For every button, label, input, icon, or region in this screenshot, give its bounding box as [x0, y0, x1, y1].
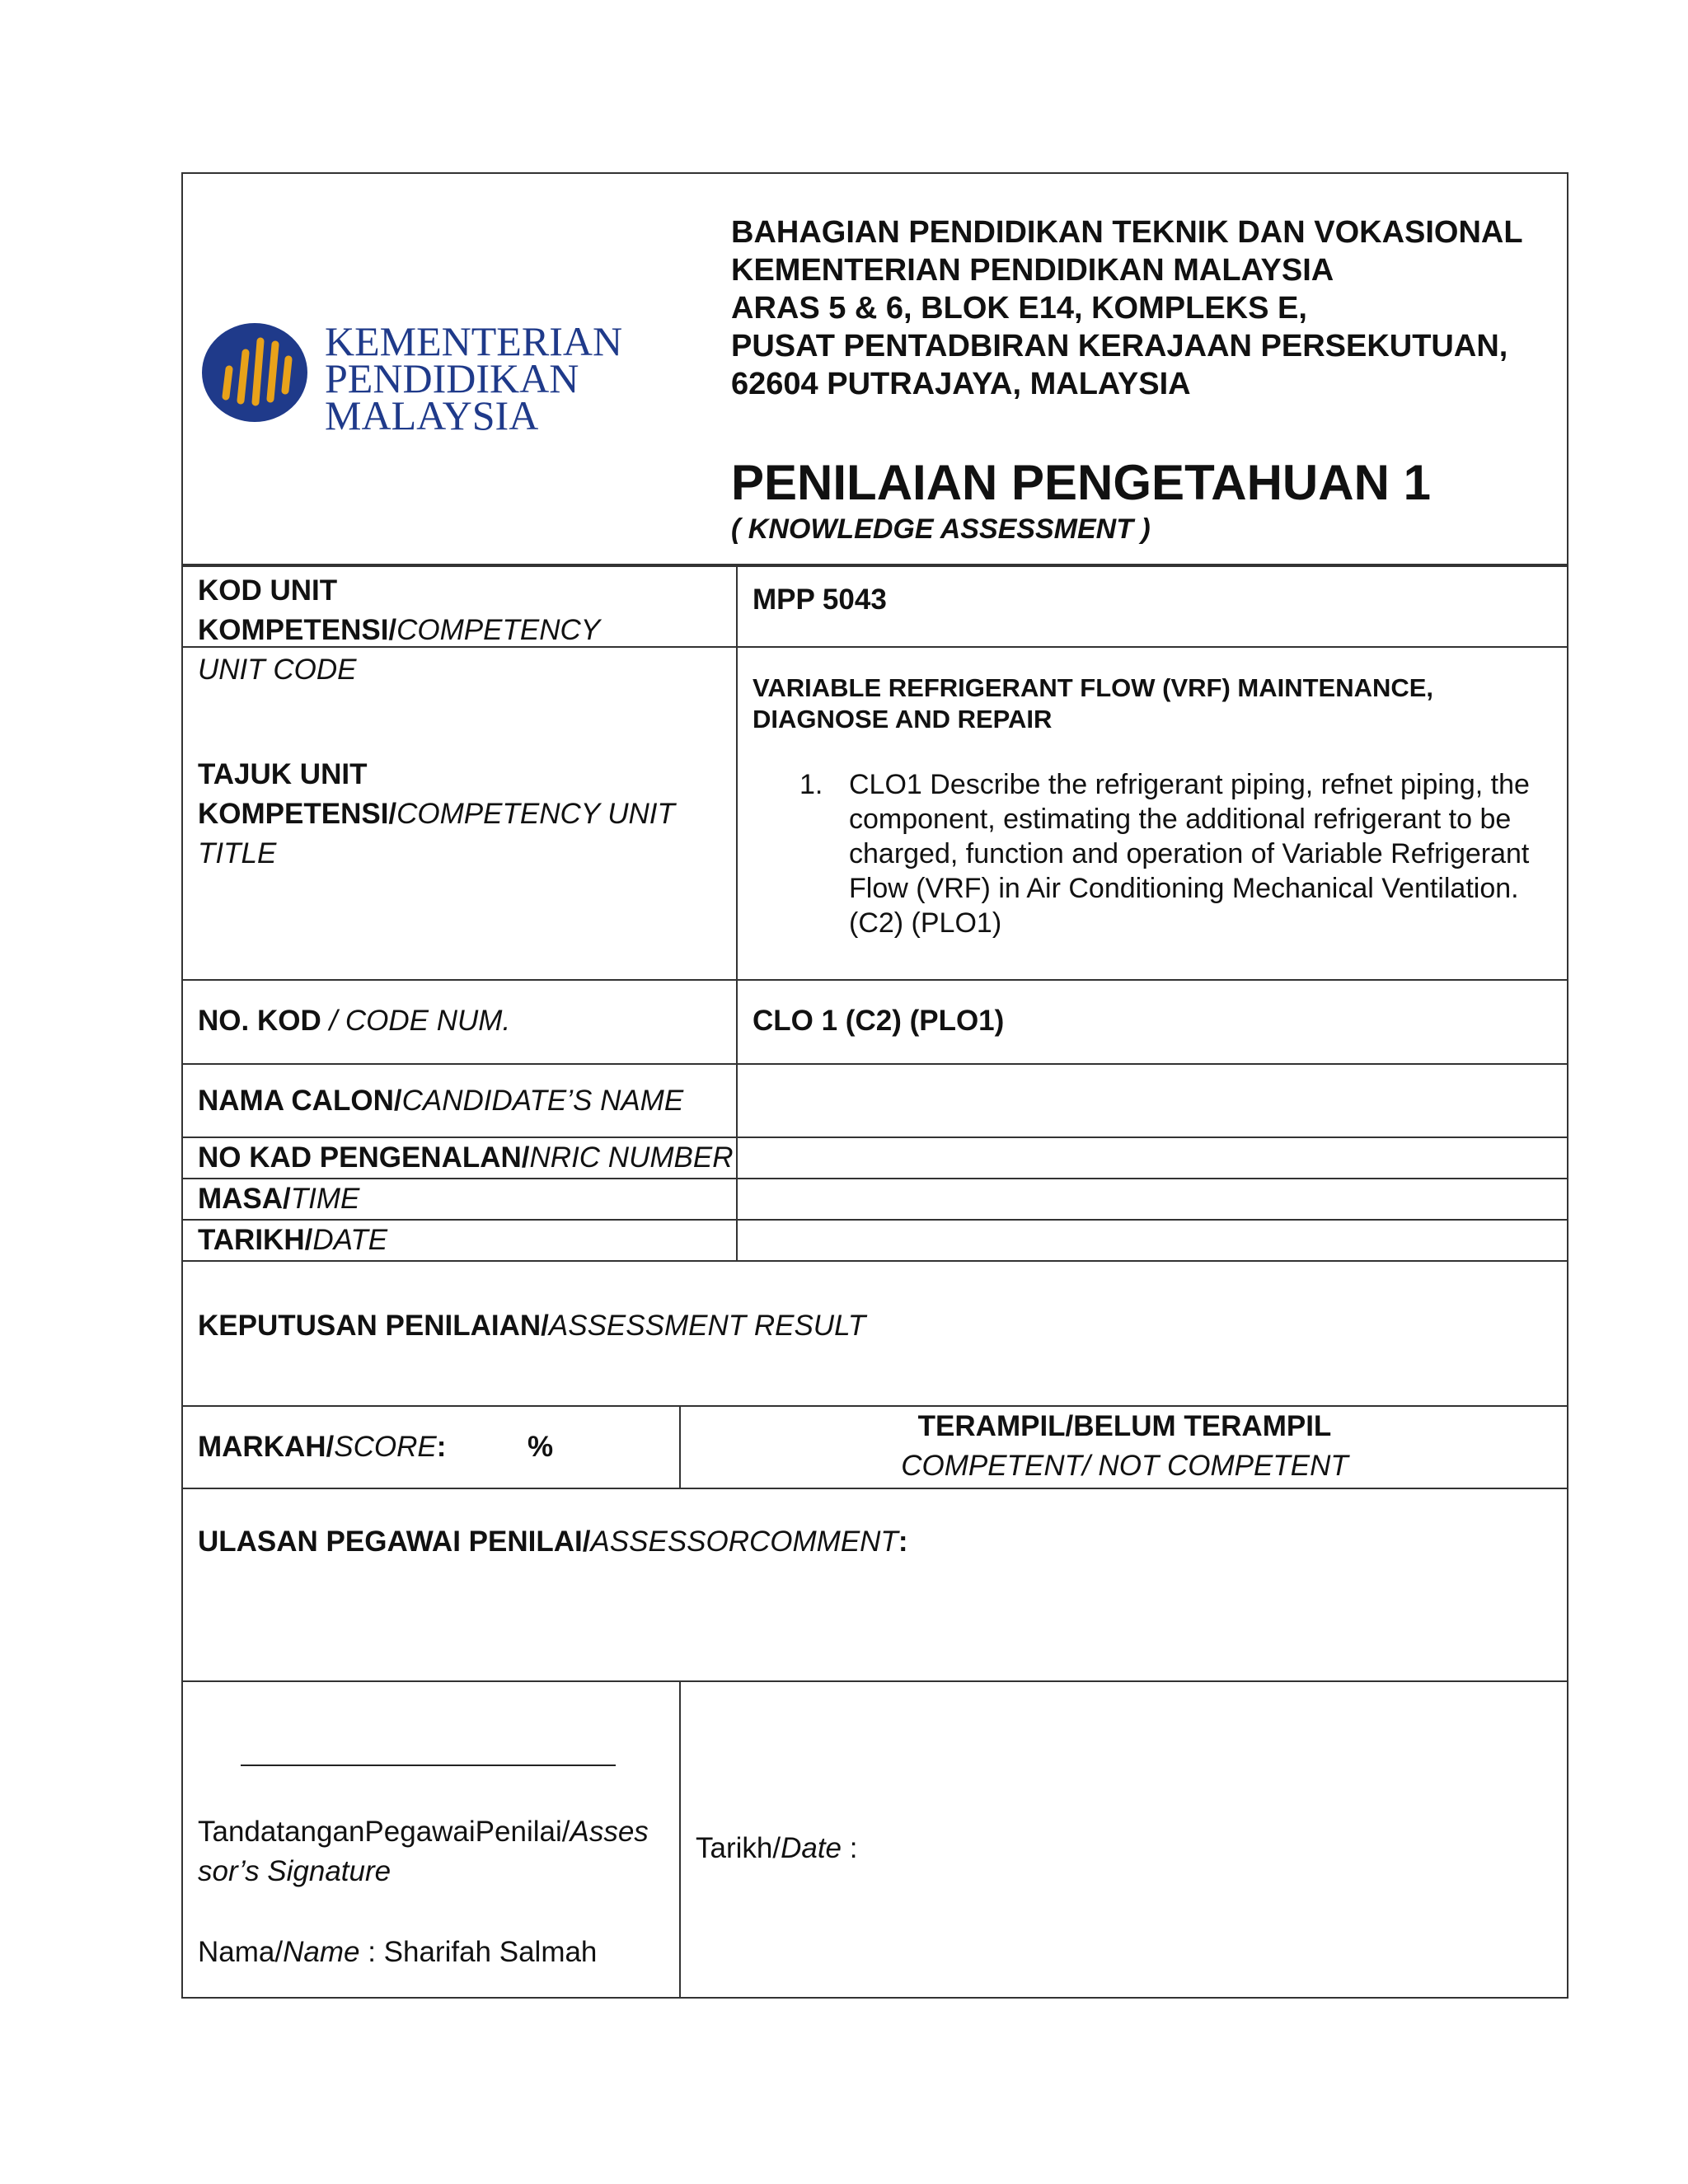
logo-text-line1: KEMENTERIAN	[325, 318, 623, 364]
ministry-address	[731, 213, 1523, 403]
assessment-result-row	[183, 1262, 1567, 1407]
address-line: BAHAGIAN PENDIDIKAN TEKNIK DAN VOKASIONAL	[731, 215, 1523, 250]
nric-label: NO KAD PENGENALAN/	[198, 1141, 530, 1174]
assessor-name-label: Nama/	[198, 1936, 284, 1968]
unit-title-value: VARIABLE REFRIGERANT FLOW (VRF) MAINTENANCE,	[753, 673, 1434, 702]
signature-label-en: Asses	[570, 1816, 649, 1848]
assessment-title: PENILAIAN PENGETAHUAN 1	[731, 455, 1431, 510]
score-row	[183, 1407, 1567, 1489]
assessment-form	[181, 172, 1568, 1999]
unit-code-label-en: COMPETENCY	[396, 614, 601, 646]
score-label: MARKAH/	[198, 1431, 335, 1463]
unit-code-row	[183, 565, 1567, 686]
unit-title-label: TAJUK UNIT	[198, 758, 368, 790]
time-row	[183, 1179, 1567, 1221]
assessor-comment-colon: :	[898, 1526, 908, 1558]
assessor-comment-label: ULASAN PEGAWAI PENILAI/	[198, 1526, 591, 1558]
assessment-result-label: KEPUTUSAN PENILAIAN/	[198, 1310, 549, 1342]
unit-code-value: MPP 5043	[753, 583, 887, 616]
score-label-en: SCORE	[334, 1431, 437, 1463]
date-label: TARIKH/	[198, 1224, 313, 1256]
assessment-result-label-en: ASSESSMENT RESULT	[548, 1310, 866, 1342]
date-row	[183, 1221, 1567, 1262]
score-colon: :	[436, 1431, 447, 1463]
date-label-en: DATE	[312, 1224, 388, 1256]
logo-text-line2: PENDIDIKAN	[325, 355, 579, 401]
competency-status-label: TERAMPIL/BELUM TERAMPIL	[917, 1410, 1332, 1442]
logo-text-line3: MALAYSIA	[325, 392, 539, 434]
signature-label: TandatanganPegawaiPenilai/	[198, 1816, 570, 1848]
unit-code-label-en-2: UNIT CODE	[198, 654, 357, 686]
signature-label-en-2: sor’s Signature	[198, 1855, 392, 1887]
address-line: ARAS 5 & 6, BLOK E14, KOMPLEKS E,	[731, 291, 1307, 326]
unit-title-label-en: COMPETENCY UNIT	[396, 798, 675, 830]
kpm-logo	[201, 310, 683, 434]
unit-code-label: KOD UNIT KOMPETENSI/	[198, 574, 397, 646]
header-section	[183, 174, 1567, 565]
signature-line[interactable]	[241, 1765, 616, 1766]
address-line: KEMENTERIAN PENDIDIKAN MALAYSIA	[731, 253, 1334, 288]
time-label: MASA/	[198, 1183, 291, 1215]
unit-title-label-en-2: TITLE	[198, 837, 277, 869]
assessor-name-value: : Sharifah Salmah	[359, 1936, 598, 1968]
assessor-comment-row	[183, 1489, 1567, 1682]
sign-date-label-en: Date	[781, 1832, 842, 1864]
assessment-subtitle: ( KNOWLEDGE ASSESSMENT )	[731, 513, 1151, 545]
clo-number: 1.	[799, 769, 823, 800]
candidate-name-label-en: CANDIDATE’S NAME	[401, 1085, 684, 1117]
candidate-name-label: NAMA CALON/	[198, 1085, 402, 1117]
candidate-name-row	[183, 1065, 1567, 1138]
nric-label-en: NRIC NUMBER	[529, 1141, 734, 1174]
code-num-value: CLO 1 (C2) (PLO1)	[753, 1005, 1005, 1037]
clo-description: CLO1 Describe the refrigerant piping, refnet piping, the component, estimating the additional refrigerant to be charged, function and operation of Variable Refrigerant Flow (VRF) in Air Conditioning Mechanical Ventilation. (C2) (PLO1)	[849, 769, 1530, 939]
unit-title-label-2: KOMPETENSI/	[198, 798, 397, 830]
competency-status-label-en: COMPETENT/ NOT COMPETENT	[901, 1450, 1348, 1482]
address-line: 62604 PUTRAJAYA, MALAYSIA	[731, 367, 1191, 401]
assessor-comment-label-en: ASSESSORCOMMENT	[590, 1526, 898, 1558]
address-line: PUSAT PENTADBIRAN KERAJAAN PERSEKUTUAN,	[731, 329, 1508, 363]
signature-row	[183, 1682, 1567, 1999]
score-percent: %	[528, 1431, 554, 1463]
sign-date-label: Tarikh/	[696, 1832, 781, 1864]
nric-row	[183, 1138, 1567, 1179]
code-num-label-en: / CODE NUM.	[321, 1005, 511, 1037]
sign-date-colon: :	[842, 1832, 858, 1864]
unit-title-value-2: DIAGNOSE AND REPAIR	[753, 705, 1053, 733]
unit-title-row	[183, 648, 1567, 981]
code-num-label: NO. KOD	[198, 1005, 321, 1037]
code-num-row	[183, 981, 1567, 1065]
assessor-name-label-en: Name	[283, 1936, 360, 1968]
time-label-en: TIME	[290, 1183, 360, 1215]
